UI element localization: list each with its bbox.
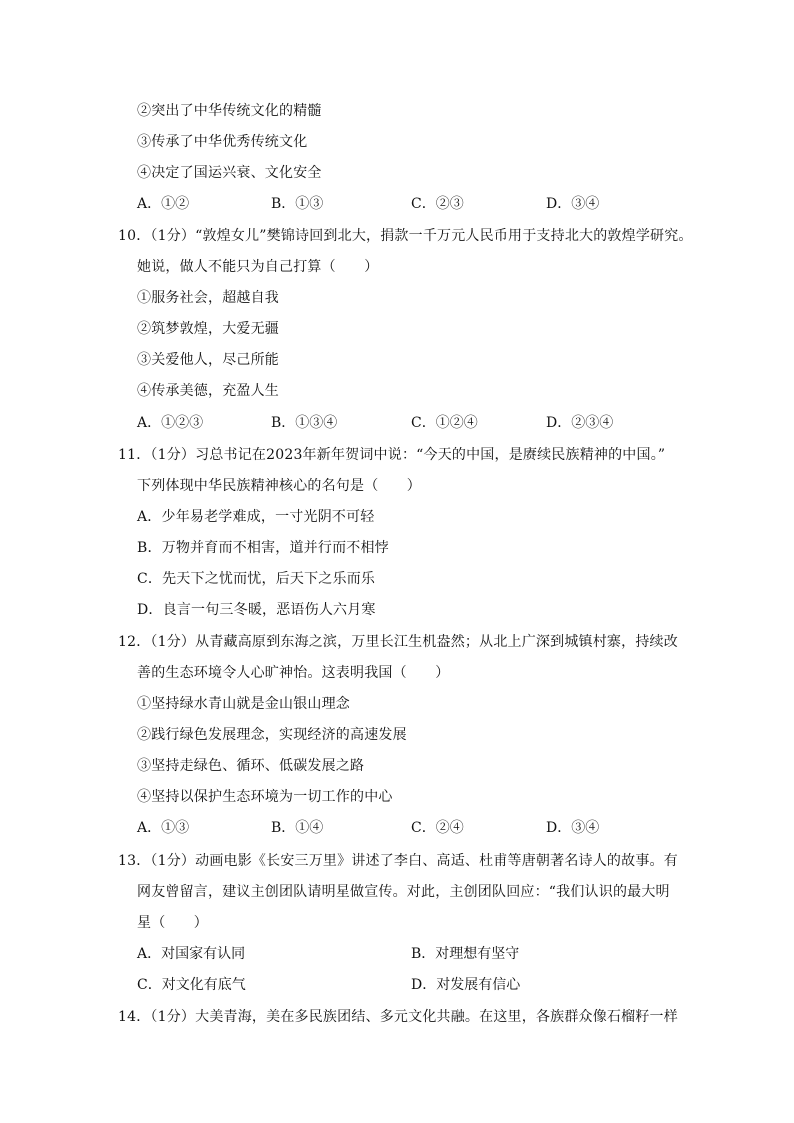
q9-item-4: ④决定了国运兴衰、文化安全 (137, 165, 322, 181)
q12-item-4: ④坚持以保护生态环境为一切工作的中心 (137, 789, 393, 805)
q9-item-3: ③传承了中华优秀传统文化 (137, 134, 308, 150)
q13-stem-line3: 星（ ） (137, 915, 208, 931)
q12-stem-line2: 善的生态环境令人心旷神怡。这表明我国（ ） (137, 665, 450, 681)
q12-option-b: B．①④ (271, 820, 324, 836)
q13-option-d: D．对发展有信心 (411, 977, 521, 993)
q14-stem-line1: 14．（1分）大美青海，美在多民族团结、多元文化共融。在这里，各族群众像石榴籽一样 (118, 1009, 678, 1025)
q9-option-b: B．①③ (271, 196, 324, 212)
q10-item-2: ②筑梦敦煌，大爱无疆 (137, 321, 279, 337)
q12-stem-line1: 12．（1分）从青藏高原到东海之滨，万里长江生机盎然；从北上广深到城镇村寨，持续改 (118, 634, 678, 650)
q12-option-d: D．③④ (546, 820, 600, 836)
q13-option-b: B．对理想有坚守 (411, 946, 520, 962)
q11-option-b: B．万物并育而不相害，道并行而不相悖 (137, 540, 389, 556)
q10-option-d: D．②③④ (546, 415, 614, 431)
q9-option-a: A．①② (137, 196, 190, 212)
q10-option-c: C．①②④ (411, 415, 478, 431)
q10-option-a: A．①②③ (137, 415, 204, 431)
q11-option-d: D．良言一句三冬暖，恶语伤人六月寒 (137, 602, 376, 618)
q12-item-1: ①坚持绿水青山就是金山银山理念 (137, 696, 350, 712)
q12-item-3: ③坚持走绿色、循环、低碳发展之路 (137, 758, 365, 774)
q12-option-a: A．①③ (137, 820, 190, 836)
q9-option-c: C．②③ (411, 196, 464, 212)
q10-item-1: ①服务社会，超越自我 (137, 290, 279, 306)
q13-option-a: A．对国家有认同 (137, 946, 246, 962)
q10-stem-line2: 她说，做人不能只为自己打算（ ） (137, 259, 379, 275)
q13-stem-line2: 网友曾留言，建议主创团队请明星做宣传。对此，主创团队回应：“我们认识的最大明 (137, 884, 670, 900)
q11-stem-line1: 11．（1分）习总书记在2023年新年贺词中说：“今天的中国，是赓续民族精神的中国。” (118, 447, 666, 463)
q10-item-4: ④传承美德，充盈人生 (137, 383, 279, 399)
q9-option-d: D．③④ (546, 196, 600, 212)
q13-stem-line1: 13．（1分）动画电影《长安三万里》讲述了李白、高适、杜甫等唐朝著名诗人的故事。有 (118, 853, 678, 869)
q11-option-c: C．先天下之忧而忧，后天下之乐而乐 (137, 571, 376, 587)
q10-item-3: ③关爱他人，尽己所能 (137, 352, 279, 368)
q12-item-2: ②践行绿色发展理念，实现经济的高速发展 (137, 727, 407, 743)
q13-option-c: C．对文化有底气 (137, 977, 246, 993)
q9-item-2: ②突出了中华传统文化的精髓 (137, 103, 322, 119)
q10-stem-line1: 10．（1分）“敦煌女儿”樊锦诗回到北大，捐款一千万元人民币用于支持北大的敦煌学研究。 (118, 228, 693, 244)
q11-stem-line2: 下列体现中华民族精神核心的名句是（ ） (137, 478, 421, 494)
q11-option-a: A．少年易老学难成，一寸光阴不可轻 (137, 509, 375, 525)
q12-option-c: C．②④ (411, 820, 464, 836)
q10-option-b: B．①③④ (271, 415, 338, 431)
